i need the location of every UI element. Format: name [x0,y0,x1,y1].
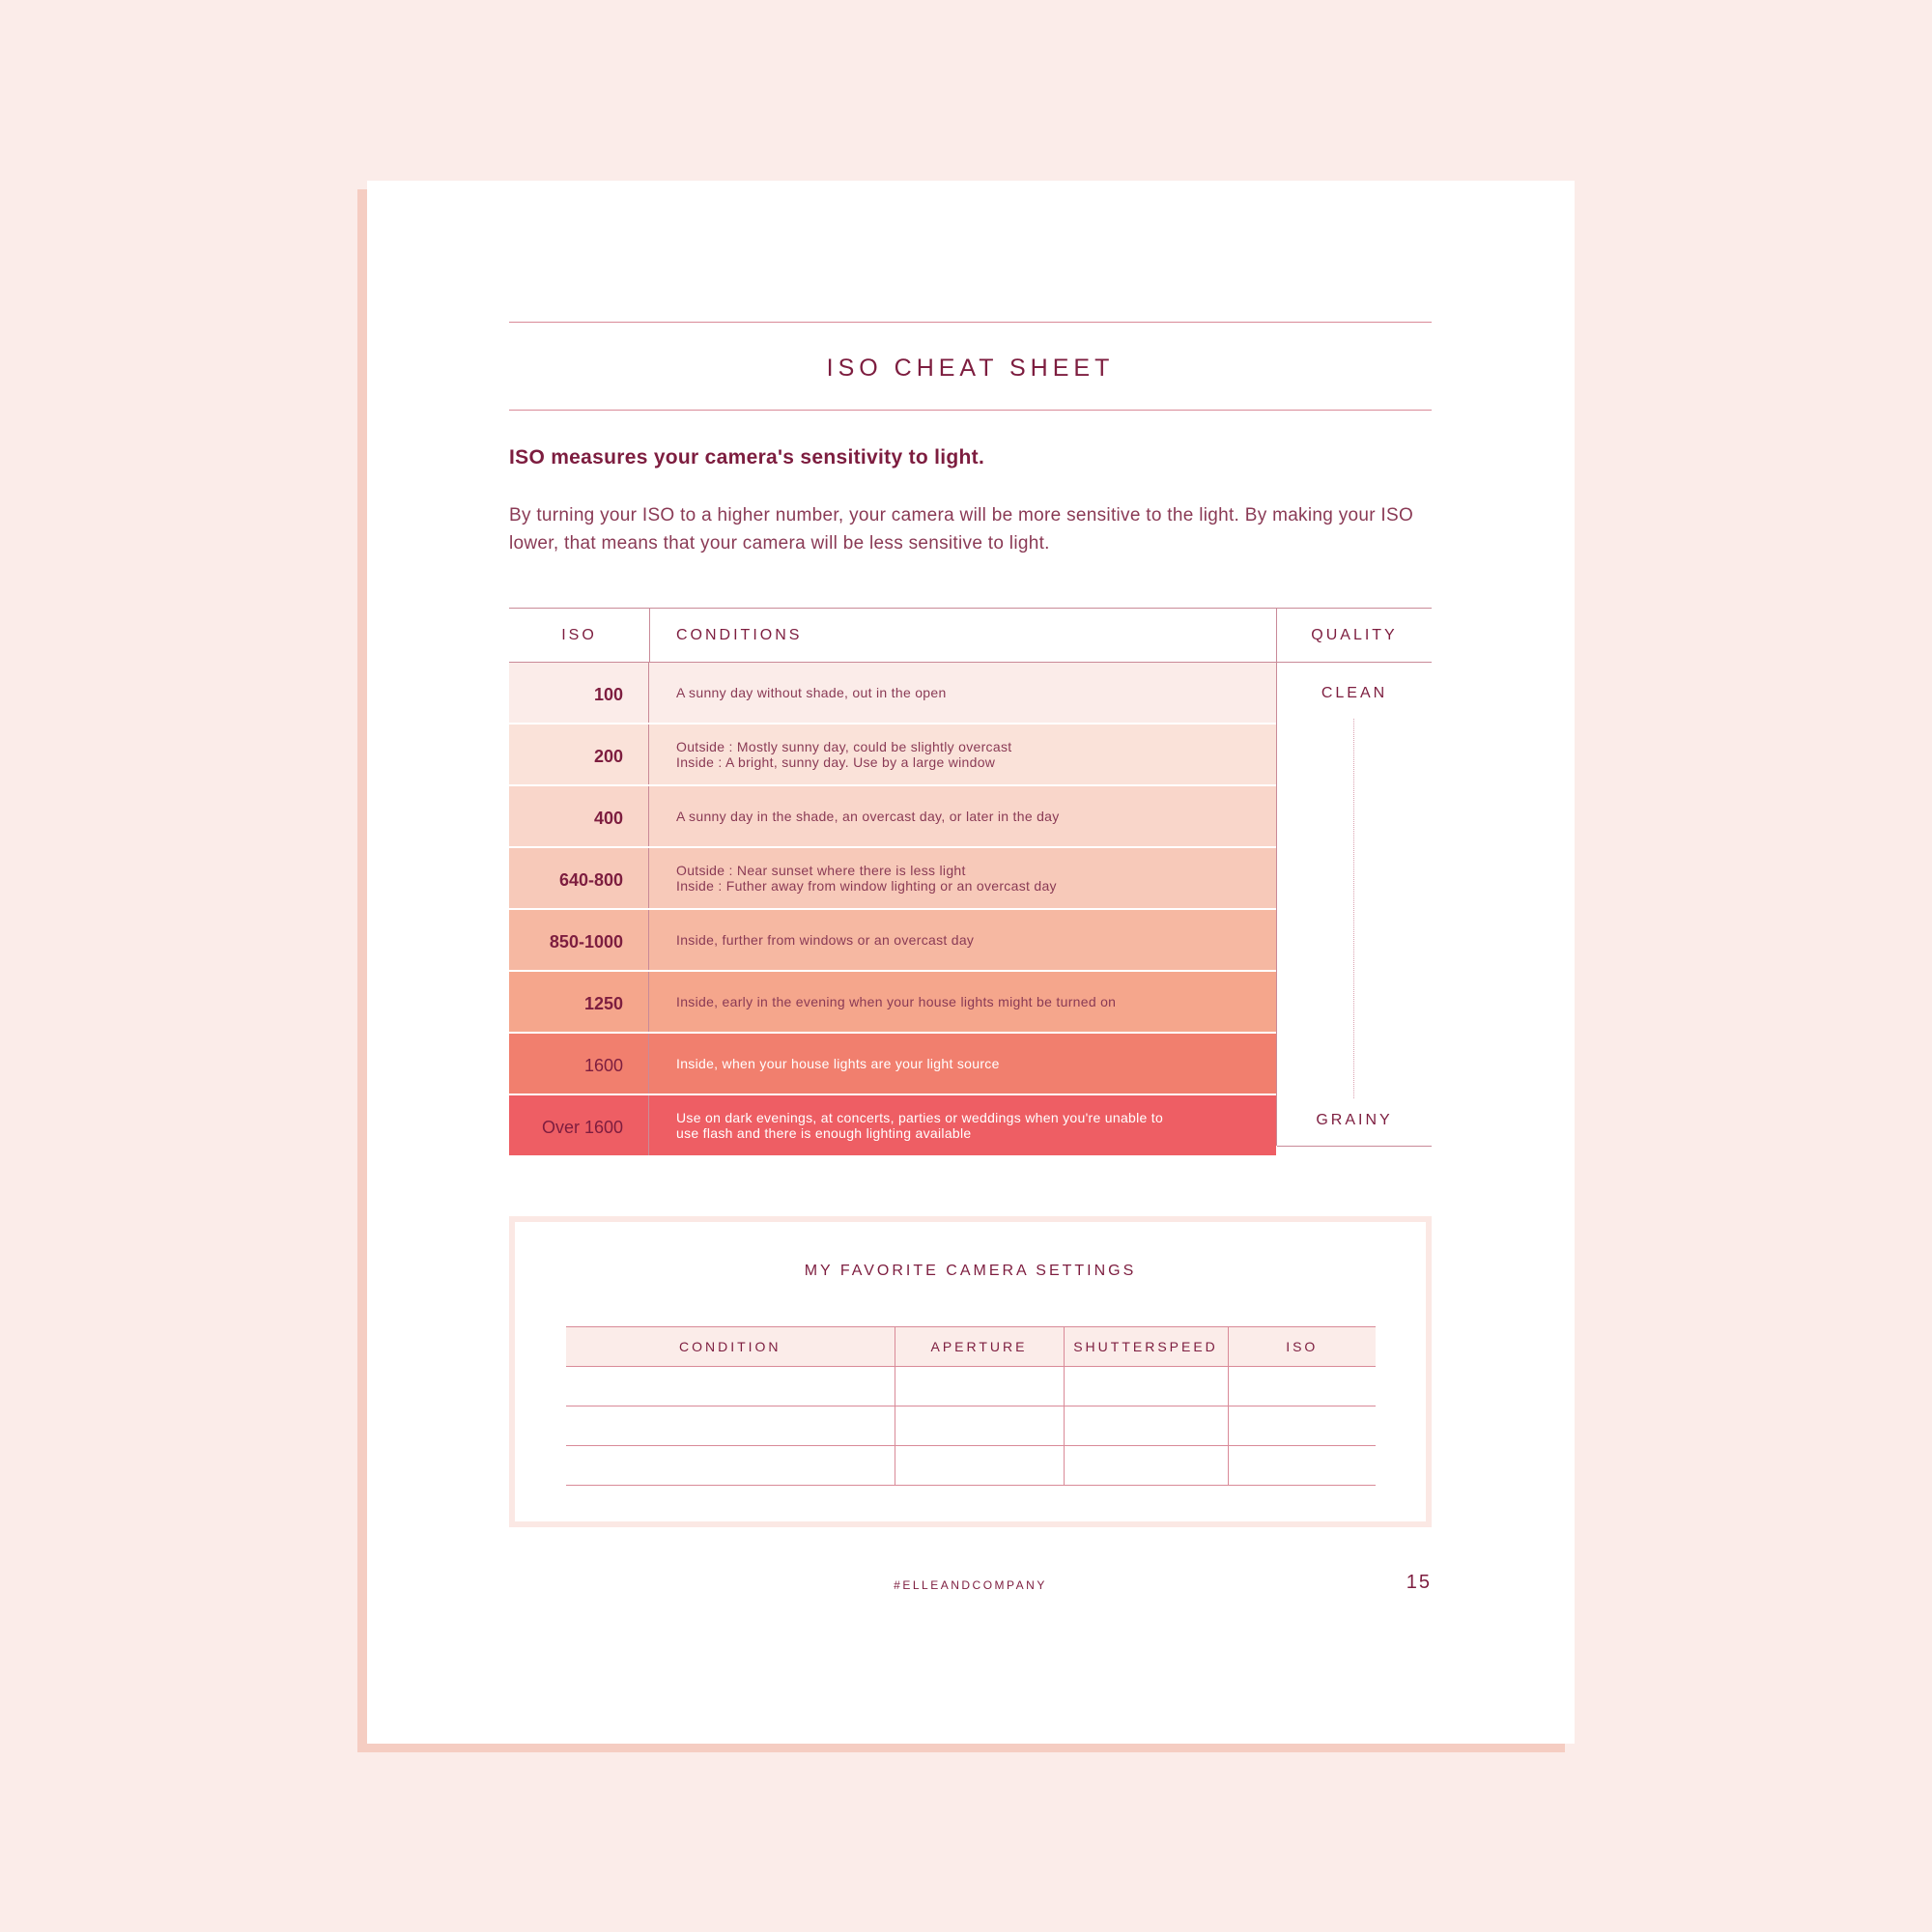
condition-line: Outside : Near sunset where there is less light [676,863,966,878]
condition-text [649,910,1277,970]
table-row [509,663,1276,724]
blank-cell[interactable] [1228,1446,1376,1486]
header-condition: CONDITION [566,1327,895,1367]
condition-text [649,663,1277,723]
condition-line: use flash and there is enough lighting available [676,1125,972,1141]
condition-line: Inside, further from windows or an overcast day [676,932,975,948]
intro-paragraph: By turning your ISO to a higher number, your camera will be more sensitive to the light. By making your ISO lower, that means that your camera will be less sensitive to light. [509,505,1414,554]
title-rule-bottom [509,410,1432,411]
iso-value: 200 [511,724,649,784]
condition-line: A sunny day without shade, out in the open [676,685,947,700]
condition-text [649,848,1277,908]
blank-cell[interactable] [895,1446,1064,1486]
condition-line: Inside : Futher away from window lighting or an overcast day [676,878,1057,894]
condition-text [649,1034,1277,1094]
header-shutterspeed: SHUTTERSPEED [1064,1327,1228,1367]
quality-scale-dotted-line [1353,719,1354,1098]
condition-line: Outside : Mostly sunny day, could be slightly overcast [676,739,1012,754]
condition-line: A sunny day in the shade, an overcast day, or later in the day [676,809,1060,824]
condition-line: Use on dark evenings, at concerts, parties or weddings when you're unable to [676,1110,1164,1125]
header-quality: QUALITY [1311,627,1398,643]
table-row [566,1406,1376,1446]
blank-cell[interactable] [895,1406,1064,1446]
blank-cell[interactable] [1228,1367,1376,1406]
header-conditions: CONDITIONS [676,627,803,643]
table-row [566,1367,1376,1406]
header-iso: ISO [561,627,597,643]
blank-cell[interactable] [566,1406,895,1446]
table-row [509,724,1276,786]
table-row [509,1034,1276,1095]
condition-line: Inside : A bright, sunny day. Use by a large window [676,754,996,770]
table-row [509,848,1276,910]
quality-bottom-rule [1277,1146,1432,1147]
iso-table-header [509,608,1432,663]
iso-value: Over 1600 [511,1095,649,1155]
blank-cell[interactable] [1064,1406,1228,1446]
iso-value: 640-800 [511,848,649,908]
condition-line: Inside, early in the evening when your house lights might be turned on [676,994,1117,1009]
page-title: ISO CHEAT SHEET [826,355,1115,382]
footer-hashtag: #ELLEANDCOMPANY [894,1578,1047,1592]
header-aperture: APERTURE [895,1327,1064,1367]
condition-text [649,972,1277,1032]
iso-value: 1250 [511,972,649,1032]
iso-value: 400 [511,786,649,846]
page-content [509,181,1432,1744]
lead-text: ISO measures your camera's sensitivity to light. [509,446,985,469]
blank-cell[interactable] [1064,1446,1228,1486]
header-iso: ISO [1228,1327,1376,1367]
blank-cell[interactable] [1228,1406,1376,1446]
blank-cell[interactable] [566,1446,895,1486]
table-row [566,1446,1376,1486]
blank-cell[interactable] [1064,1367,1228,1406]
document-page [367,181,1575,1744]
condition-text [649,724,1277,784]
iso-table [509,608,1432,1157]
blank-cell[interactable] [895,1367,1064,1406]
favorite-settings-header-row [566,1327,1376,1367]
blank-cell[interactable] [566,1367,895,1406]
favorite-settings-box [509,1216,1432,1527]
iso-value: 850-1000 [511,910,649,970]
page-number: 15 [1406,1572,1432,1593]
quality-grainy-label: GRAINY [1316,1112,1393,1128]
title-rule-top [509,322,1432,323]
table-row [509,972,1276,1034]
iso-value: 1600 [511,1034,649,1094]
condition-line: Inside, when your house lights are your light source [676,1056,1000,1071]
condition-text [649,786,1277,846]
favorite-settings-title: MY FAVORITE CAMERA SETTINGS [804,1263,1137,1279]
condition-text [649,1095,1277,1155]
quality-clean-label: CLEAN [1321,685,1388,701]
table-row [509,1095,1276,1157]
favorite-settings-table [566,1326,1376,1486]
table-row [509,910,1276,972]
table-row [509,786,1276,848]
iso-value: 100 [511,663,649,723]
iso-rows [509,663,1432,1157]
